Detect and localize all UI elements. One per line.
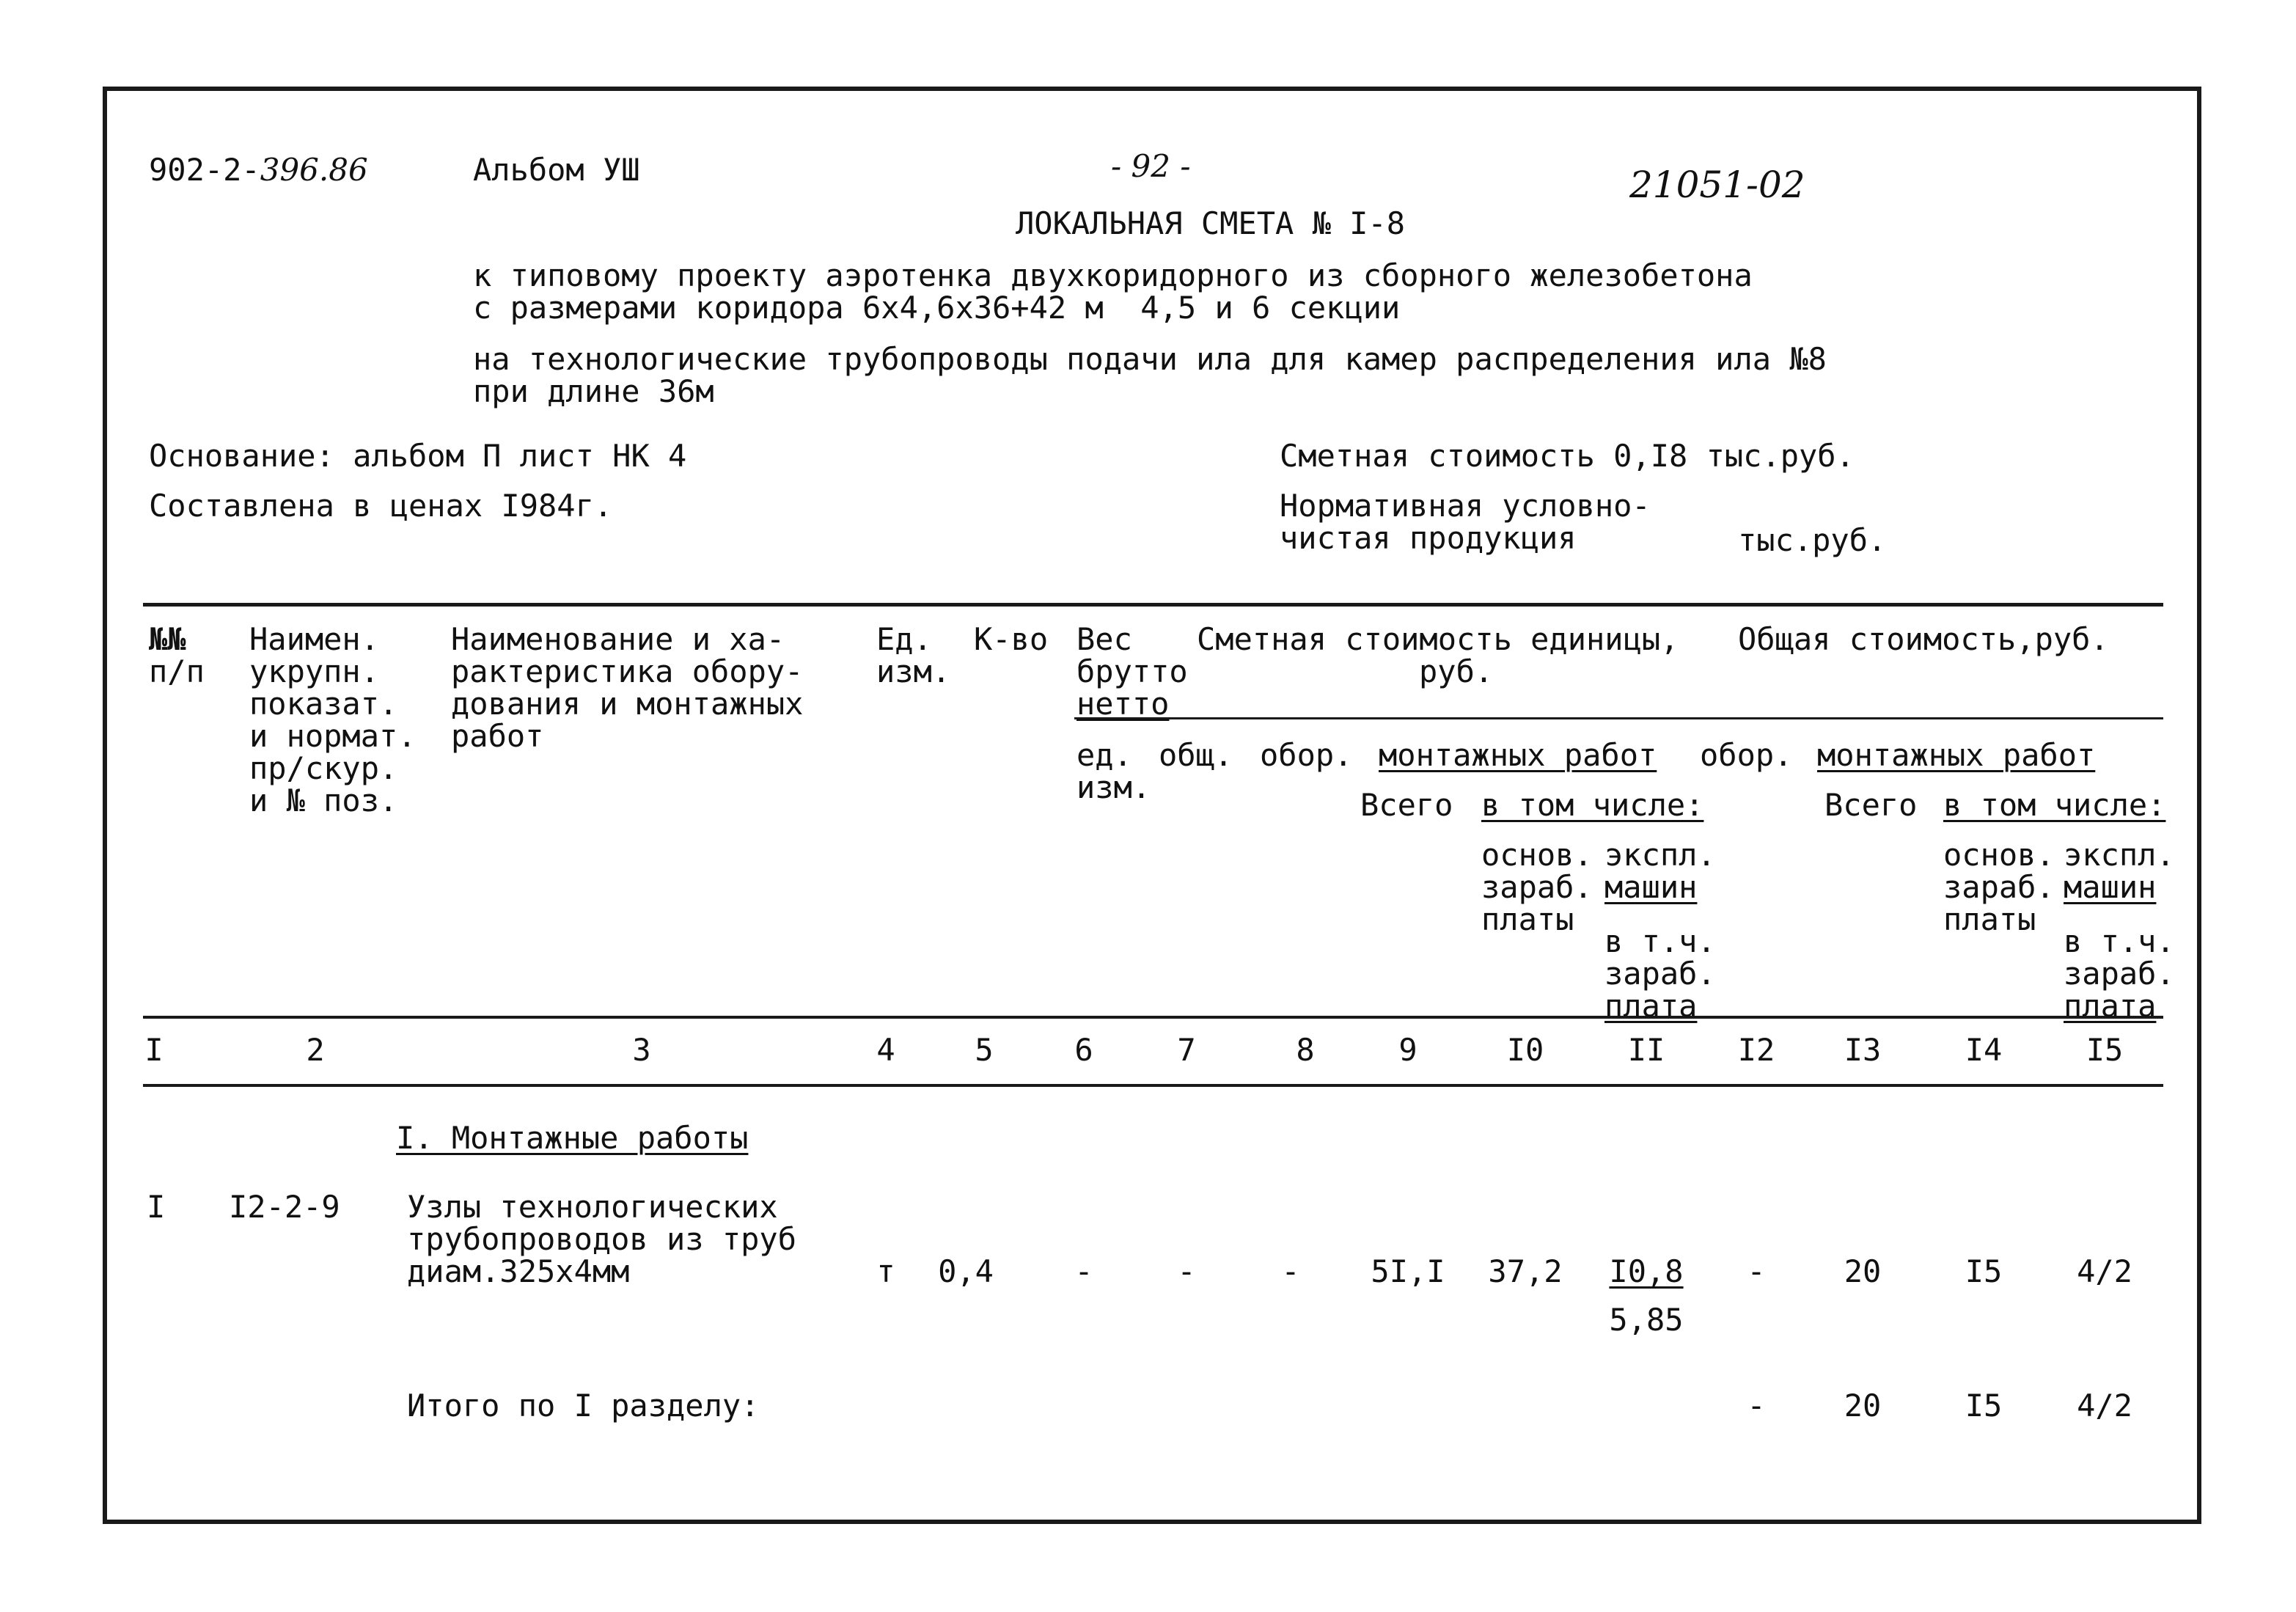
row-num: I [147, 1189, 166, 1225]
estimated-cost: Сметная стоимость 0,I8 тыс.руб. [1280, 438, 1855, 474]
subheader-installation: монтажных работ [1817, 737, 2096, 773]
document-number: 21051-02 [1629, 164, 1805, 206]
table-top-rule [143, 603, 2163, 607]
subheader-machines: экспл. [1604, 837, 1716, 873]
column-number: I [144, 1032, 164, 1068]
row-value: I0,8 [1609, 1253, 1684, 1289]
subheader-machines: машин [1604, 869, 1698, 905]
column-number: 9 [1398, 1032, 1417, 1068]
subheader-machines: машин [2064, 869, 2157, 905]
subheader-incl-wages: зараб. [1604, 956, 1716, 992]
subheader-installation: монтажных работ [1379, 737, 1657, 773]
row-value: - [1074, 1253, 1093, 1289]
col-header-qty: К-во [974, 621, 1049, 657]
subheader-total: общ. [1159, 737, 1233, 773]
col-header-code: показат. [249, 686, 398, 722]
col-header-name: работ [451, 718, 544, 754]
column-number: I3 [1844, 1032, 1882, 1068]
total-value: 20 [1844, 1388, 1882, 1424]
section-total-label: Итого по I разделу: [407, 1388, 760, 1424]
subheader-basic-wages: основ. [1481, 837, 1593, 873]
section-title: I. Монтажные работы [396, 1120, 749, 1156]
subheader-including: в том числе: [1943, 787, 2166, 823]
subheader-basic-wages: зараб. [1943, 869, 2055, 905]
row-value: - [1177, 1253, 1196, 1289]
subheader-incl-wages: в т.ч. [2064, 923, 2175, 959]
column-number: 5 [975, 1032, 994, 1068]
row-name: диам.325х4мм [407, 1253, 630, 1289]
subheader-unit: ед. [1077, 737, 1132, 773]
col-header-name: Наименование и ха- [451, 621, 785, 657]
subheader-basic-wages: платы [1943, 901, 2036, 937]
row-qty: 0,4 [938, 1253, 994, 1289]
column-number: 6 [1074, 1032, 1093, 1068]
subheader-vsego: Всего [1824, 787, 1918, 823]
row-unit: т [876, 1253, 895, 1289]
row-code: I2-2-9 [229, 1189, 340, 1225]
total-value: - [1747, 1388, 1766, 1424]
column-number: 3 [632, 1032, 651, 1068]
row-name: трубопроводов из труб [407, 1221, 797, 1257]
col-header-unit: Ед. [876, 621, 932, 657]
total-value: I5 [1965, 1388, 2003, 1424]
subheader-including: в том числе: [1481, 787, 1704, 823]
unit-cost-header: Сметная стоимость единицы, [1197, 621, 1679, 657]
col-header-unit: изм. [876, 653, 951, 689]
column-number: I0 [1506, 1032, 1544, 1068]
description-line: с размерами коридора 6х4,6х36+42 м 4,5 и 6 секции [473, 290, 1401, 326]
row-name: Узлы технологических [407, 1189, 778, 1225]
basis-text: Основание: альбом П лист НК 4 [149, 438, 687, 474]
total-cost-header: Общая стоимость,руб. [1738, 621, 2109, 657]
col-header-num: №№ [149, 621, 186, 657]
col-header-weight: брутто [1077, 653, 1188, 689]
col-header-weight: Вес [1077, 621, 1132, 657]
page-title: ЛОКАЛЬНАЯ СМЕТА № I-8 [1016, 205, 1406, 241]
col-header-weight: нетто [1077, 686, 1170, 722]
column-number: 7 [1177, 1032, 1196, 1068]
normative-product-label: чистая продукция [1280, 520, 1577, 556]
column-number: II [1627, 1032, 1665, 1068]
header-rule [1074, 717, 2163, 719]
subheader-basic-wages: платы [1481, 901, 1574, 937]
total-value: 4/2 [2077, 1388, 2132, 1424]
normative-product-unit: тыс.руб. [1738, 522, 1887, 558]
normative-product-label: Нормативная условно- [1280, 488, 1651, 524]
header-bottom-rule [143, 1016, 2163, 1019]
column-number: 8 [1296, 1032, 1315, 1068]
row-value: I5 [1965, 1253, 2003, 1289]
col-header-name: дования и монтажных [451, 686, 804, 722]
column-number: I4 [1965, 1032, 2003, 1068]
column-number: 4 [876, 1032, 895, 1068]
row-value: - [1747, 1253, 1766, 1289]
subheader-basic-wages: зараб. [1481, 869, 1593, 905]
project-code: 902-2-396.86 [149, 152, 368, 188]
row-value: - [1281, 1253, 1300, 1289]
subheader-basic-wages: основ. [1943, 837, 2055, 873]
col-header-num: п/п [149, 653, 205, 689]
album-label: Альбом УШ [473, 152, 640, 188]
subheader-equipment: обор. [1700, 737, 1793, 773]
row-value-sub: 5,85 [1609, 1302, 1684, 1338]
subheader-incl-wages: в т.ч. [1604, 923, 1716, 959]
subheader-incl-wages: плата [1604, 988, 1698, 1024]
row-value: 4/2 [2077, 1253, 2132, 1289]
unit-cost-header: руб. [1419, 653, 1494, 689]
col-header-code: пр/скур. [249, 750, 398, 786]
subheader-vsego: Всего [1360, 787, 1453, 823]
col-header-code: укрупн. [249, 653, 380, 689]
subheader-incl-wages: зараб. [2064, 956, 2175, 992]
subheader-incl-wages: плата [2064, 988, 2157, 1024]
row-value: 37,2 [1488, 1253, 1563, 1289]
column-number: I5 [2086, 1032, 2124, 1068]
col-header-name: рактеристика обору- [451, 653, 804, 689]
col-header-code: Наимен. [249, 621, 380, 657]
description-line: к типовому проекту аэротенка двухкоридорного из сборного железобетона [473, 257, 1753, 293]
row-value: 5I,I [1371, 1253, 1445, 1289]
row-value: 20 [1844, 1253, 1882, 1289]
col-header-code: и нормат. [249, 718, 417, 754]
project-code-handwritten: 396.86 [260, 152, 368, 188]
subheader-unit: изм. [1077, 769, 1151, 805]
column-number: I2 [1737, 1032, 1775, 1068]
prices-text: Составлена в ценах I984г. [149, 488, 613, 524]
numbers-bottom-rule [143, 1084, 2163, 1087]
description-line: на технологические трубопроводы подачи ила для камер распределения ила №8 [473, 341, 1827, 377]
subheader-equipment: обор. [1260, 737, 1353, 773]
col-header-code: и № поз. [249, 783, 398, 818]
subheader-machines: экспл. [2064, 837, 2175, 873]
page-number: - 92 - [1111, 148, 1191, 184]
description-line: при длине 36м [473, 373, 714, 409]
column-number: 2 [306, 1032, 325, 1068]
